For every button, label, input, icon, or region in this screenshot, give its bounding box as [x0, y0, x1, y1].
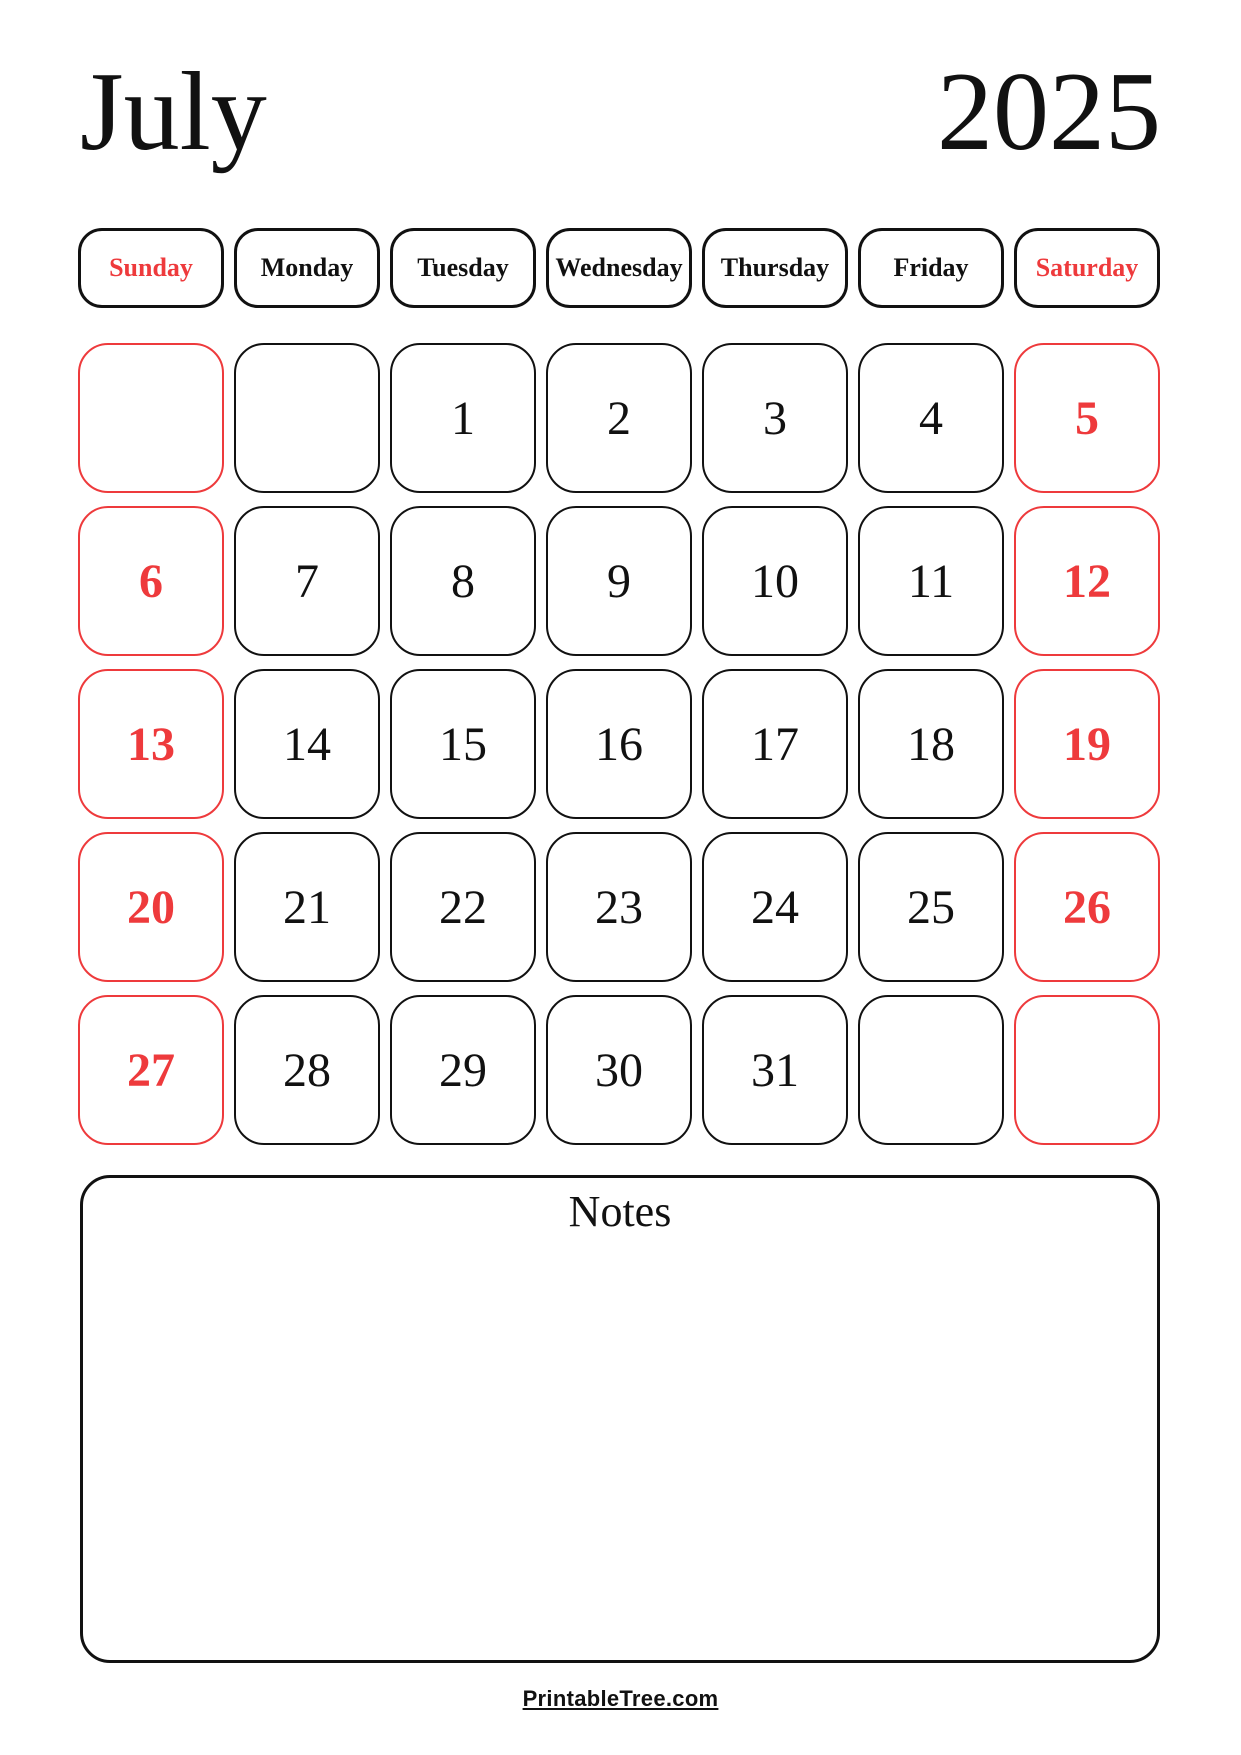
day-cell-empty — [858, 995, 1004, 1145]
date-grid — [78, 343, 1160, 1145]
day-cell-empty — [234, 343, 380, 493]
day-cell-4: 4 — [858, 343, 1004, 493]
day-cell-22: 22 — [390, 832, 536, 982]
day-cell-26: 26 — [1014, 832, 1160, 982]
weekday-header-wednesday: Wednesday — [546, 228, 692, 308]
title-bar — [80, 50, 1161, 174]
footer — [0, 1686, 1241, 1712]
day-cell-28: 28 — [234, 995, 380, 1145]
day-cell-16: 16 — [546, 669, 692, 819]
day-cell-18: 18 — [858, 669, 1004, 819]
day-cell-29: 29 — [390, 995, 536, 1145]
day-cell-3: 3 — [702, 343, 848, 493]
weekday-header-thursday: Thursday — [702, 228, 848, 308]
day-cell-11: 11 — [858, 506, 1004, 656]
day-cell-15: 15 — [390, 669, 536, 819]
day-cell-9: 9 — [546, 506, 692, 656]
day-cell-25: 25 — [858, 832, 1004, 982]
day-cell-24: 24 — [702, 832, 848, 982]
day-cell-21: 21 — [234, 832, 380, 982]
day-cell-10: 10 — [702, 506, 848, 656]
day-cell-empty — [78, 343, 224, 493]
day-cell-empty — [1014, 995, 1160, 1145]
day-cell-7: 7 — [234, 506, 380, 656]
year-title: 2025 — [937, 50, 1161, 174]
day-cell-12: 12 — [1014, 506, 1160, 656]
day-cell-5: 5 — [1014, 343, 1160, 493]
day-cell-23: 23 — [546, 832, 692, 982]
day-cell-19: 19 — [1014, 669, 1160, 819]
day-cell-6: 6 — [78, 506, 224, 656]
weekday-header-tuesday: Tuesday — [390, 228, 536, 308]
weekday-header-saturday: Saturday — [1014, 228, 1160, 308]
weekday-header-monday: Monday — [234, 228, 380, 308]
month-title: July — [80, 50, 267, 174]
day-cell-27: 27 — [78, 995, 224, 1145]
day-cell-13: 13 — [78, 669, 224, 819]
day-cell-31: 31 — [702, 995, 848, 1145]
day-cell-2: 2 — [546, 343, 692, 493]
day-cell-17: 17 — [702, 669, 848, 819]
day-cell-8: 8 — [390, 506, 536, 656]
day-cell-30: 30 — [546, 995, 692, 1145]
weekday-header-friday: Friday — [858, 228, 1004, 308]
notes-box — [80, 1175, 1160, 1663]
day-cell-20: 20 — [78, 832, 224, 982]
day-cell-14: 14 — [234, 669, 380, 819]
weekday-header-row — [78, 228, 1160, 308]
day-cell-1: 1 — [390, 343, 536, 493]
weekday-header-sunday: Sunday — [78, 228, 224, 308]
notes-title: Notes — [568, 1187, 672, 1236]
footer-site-link[interactable]: PrintableTree.com — [522, 1686, 719, 1711]
